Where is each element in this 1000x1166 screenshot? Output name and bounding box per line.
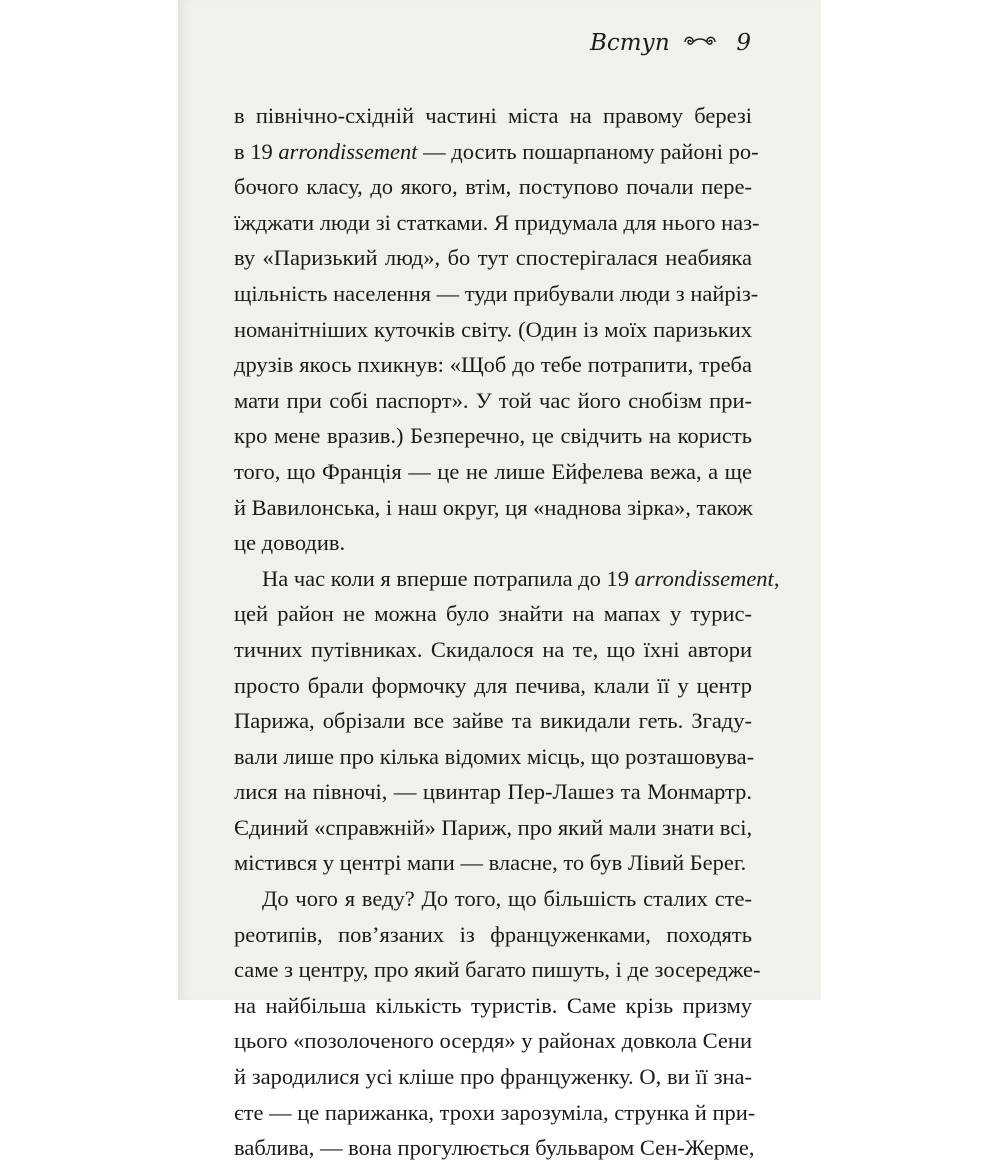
text-line: це доводив. [234, 530, 346, 556]
paragraph [234, 98, 760, 561]
text-line: їжджати люди зі статками. Я придумала для нього наз- [234, 209, 760, 235]
text-line: лися на півночі, — цвинтар Пер-Лашез та Монмартр. [234, 779, 752, 805]
text-line: містився у центрі мапи — власне, то був Лівий Берег. [234, 850, 747, 876]
text-line: єте — це парижанка, трохи зарозуміла, струнка й при- [234, 1099, 756, 1125]
text-line: в північно-східній частині міста на правому березі [234, 103, 752, 128]
running-head [590, 30, 770, 70]
paragraph [234, 881, 761, 1166]
foreign-term: arrondissement [278, 138, 418, 164]
text-line: ваблива, — вона прогулюється бульваром Сен-Жерме, [234, 1135, 755, 1161]
text-line: До чого я веду? До того, що більшість сталих сте- [262, 886, 752, 912]
text-line: щільність населення — туди прибували люди з найріз- [234, 280, 759, 306]
text-line: того, що Франція — це не лише Ейфелева вежа, а ще [234, 458, 752, 484]
page-number: 9 [736, 30, 752, 56]
text-line: бочого класу, до якого, втім, поступово почали пере- [234, 174, 752, 200]
text-line: реотипів, пов’язаних із француженками, походять [234, 921, 752, 947]
text-line: ву «Паризький люд», бо тут спостерігалася неабияка [234, 245, 752, 271]
text-line: кро мене вразив.) Безперечно, це свідчить на користь [234, 423, 752, 449]
text-line: друзів якось пхикнув: «Щоб до тебе потрапити, треба [234, 352, 752, 378]
text-line: просто брали формочку для печива, клали її у центр [234, 672, 752, 698]
text-line: й зародилися усі кліше про француженку. О, ви її зна- [234, 1064, 752, 1090]
text-line: Єдиний «справжній» Париж, про який мали знати всі, [234, 814, 753, 840]
text-line: На час коли я вперше потрапила до 19 arrondissement, [262, 565, 780, 591]
text-line: на найбільша кількість туристів. Саме крізь призму [234, 992, 752, 1018]
text-line: цього «позолоченого осердя» у районах довкола Сени [234, 1028, 752, 1054]
section-title: Вступ [590, 30, 670, 56]
text-line: в 19 arrondissement — досить пошарпаному районі ро- [234, 138, 759, 164]
text-line: мати при собі паспорт». У той час його снобізм при- [234, 387, 752, 413]
swirl-ornament-icon [683, 34, 717, 50]
text-line: вали лише про кілька відомих місць, що розташовува- [234, 743, 755, 769]
paragraph [234, 561, 780, 881]
text-line: Парижа, обрізали все зайве та викидали геть. Згаду- [234, 708, 752, 734]
text-line: й Вавилонська, і наш округ, ця «наднова зірка», також [234, 494, 753, 520]
text-line: саме з центру, про який багато пишуть, і де зосередже- [234, 957, 761, 983]
text-line: номанітніших куточків світу. (Один із моїх паризьких [234, 316, 752, 342]
text-line: цей район не можна було знайти на мапах у турис- [234, 601, 752, 627]
text-line: тичних путівниках. Скидалося на те, що їхні автори [234, 636, 752, 662]
body-text [234, 98, 780, 1166]
foreign-term: arrondissement [634, 565, 774, 591]
